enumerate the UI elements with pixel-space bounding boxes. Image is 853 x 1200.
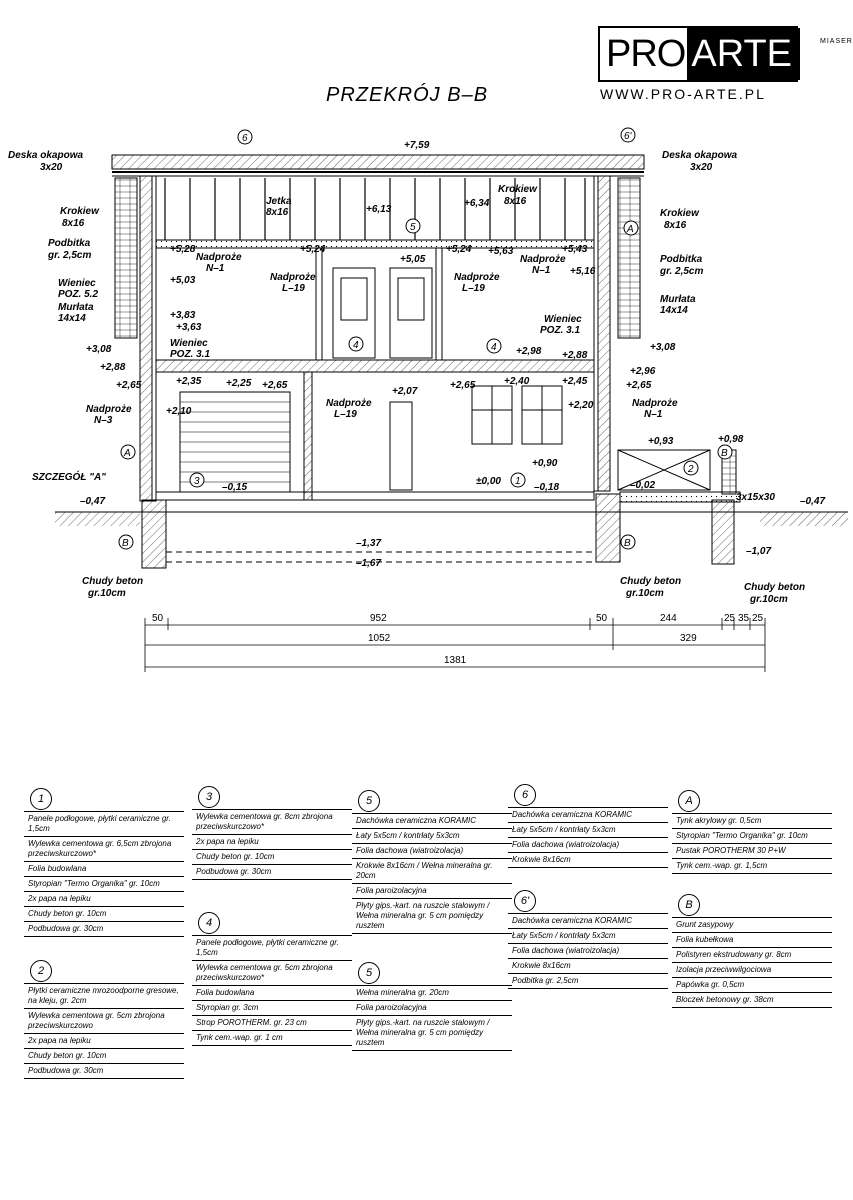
left-eave-column	[115, 178, 137, 338]
level-308a: +3,08	[86, 344, 112, 355]
ground-floor-slab	[156, 492, 594, 500]
label-nadproze-n1-right2-code: N–1	[644, 409, 663, 420]
spec-badge-a: A	[678, 790, 700, 812]
marker-4b-circle	[487, 339, 501, 353]
spec-row: 2x papa na lepiku	[24, 1034, 184, 1049]
label-jetka: Jetka	[266, 196, 292, 207]
spec-row: Styropian "Termo Organika" gr. 10cm	[672, 829, 832, 844]
spec-table-b	[672, 894, 832, 1008]
level-634: +6,34	[464, 198, 490, 209]
corner-tag: MIASER	[820, 38, 853, 45]
spec-row: Tynk cem.-wap. gr. 1 cm	[192, 1031, 352, 1046]
level-288b: +2,88	[562, 350, 588, 361]
dim-952: 952	[370, 613, 387, 624]
marker-b2-circle	[621, 535, 635, 549]
left-foundation	[142, 500, 166, 568]
level-047a: –0,47	[80, 496, 106, 507]
spec-badge-4: 4	[198, 912, 220, 934]
spec-row: Podbudowa gr. 30cm	[24, 1064, 184, 1079]
level-528: +5,28	[170, 244, 196, 255]
spec-badge-1: 1	[30, 788, 52, 810]
dim-244: 244	[660, 613, 677, 624]
label-nadproze-n1-right2: Nadproże	[632, 398, 678, 409]
label-krokiew-right-size: 8x16	[664, 220, 687, 231]
upper-floor-slab	[156, 360, 594, 372]
spec-table-5	[352, 790, 512, 934]
label-nadproze-n1-left: Nadproże	[196, 252, 242, 263]
marker-6a: 6	[242, 133, 248, 144]
right-outer-wall	[598, 176, 610, 491]
spec-row: Płytki ceramiczne mrozoodporne gresowe, na kleju, gr. 2cm	[24, 984, 184, 1009]
spec-row: 2x papa na lepiku	[192, 835, 352, 850]
spec-row: Chudy beton gr. 10cm	[192, 850, 352, 865]
marker-a2-circle	[121, 445, 135, 459]
spec-row: Panele podłogowe, płytki ceramiczne gr. 1,5cm	[192, 936, 352, 961]
label-nadproze-n3: Nadproże	[86, 404, 132, 415]
marker-6b: 6'	[624, 131, 632, 142]
level-220: +2,20	[568, 400, 594, 411]
spec-badge-b: B	[678, 894, 700, 916]
marker-a2: A	[124, 448, 131, 459]
marker-a1-circle	[624, 221, 638, 235]
label-nadproze-n1-right-code: N–1	[532, 265, 551, 276]
level-308b: +3,08	[650, 342, 676, 353]
label-murlata-right-size: 14x14	[660, 305, 688, 316]
label-chudy-left-size: gr.10cm	[88, 588, 126, 599]
label-chudy-right: Chudy beton	[744, 582, 806, 593]
right-foundation	[712, 500, 734, 564]
level-516: +5,16	[570, 266, 596, 277]
level-240: +2,40	[504, 376, 530, 387]
label-jetka-size: 8x16	[266, 207, 289, 218]
mid-foundation	[596, 494, 620, 562]
spec-badge-6b: 6'	[514, 890, 536, 912]
marker-b2: B	[624, 538, 631, 549]
level-090: +0,90	[532, 458, 558, 469]
level-265d: +2,65	[626, 380, 652, 391]
spec-row: Tynk akrylowy gr. 0,5cm	[672, 814, 832, 829]
spec-table-a	[672, 790, 832, 874]
spec-badge-2: 2	[30, 960, 52, 982]
level-524a: +5,24	[300, 244, 326, 255]
spec-row: Łaty 5x5cm / kontrłaty 5x3cm	[508, 929, 668, 944]
spec-row: Krokwie 8x16cm	[508, 959, 668, 974]
ground-door	[390, 402, 412, 490]
marker-4a: 4	[353, 340, 359, 351]
spec-row: Krokwie 8x16cm	[508, 853, 668, 868]
spec-row: Folia dachowa (wiatroizolacja)	[508, 944, 668, 959]
level-137: –1,37	[356, 538, 382, 549]
dim-25a: 25	[724, 613, 736, 624]
spec-table-5b	[352, 962, 512, 1051]
label-deska-right-size: 3x20	[690, 162, 713, 173]
dim-1381: 1381	[444, 655, 467, 666]
spec-row: Folia budowlana	[24, 862, 184, 877]
spec-row: Wylewka cementowa gr. 8cm zbrojona przeciwskurczowo*	[192, 810, 352, 835]
level-265b: +2,65	[262, 380, 288, 391]
spec-row: Polistyren ekstrudowany gr. 8cm	[672, 948, 832, 963]
label-wieniec-right: Wieniec	[544, 314, 582, 325]
label-wieniec-left-poz: POZ. 5.2	[58, 289, 99, 300]
level-524b: +5,24	[446, 244, 472, 255]
spec-badge-5b: 5	[358, 962, 380, 984]
spec-row: Papówka gr. 0,5cm	[672, 978, 832, 993]
marker-4b: 4	[491, 342, 497, 353]
level-543: +5,43	[562, 244, 588, 255]
label-chudy-mid-size: gr.10cm	[626, 588, 664, 599]
label-deska-right: Deska okapowa	[662, 150, 738, 161]
spec-row: Strop POROTHERM. gr. 23 cm	[192, 1016, 352, 1031]
spec-row: Podbudowa gr. 30cm	[24, 922, 184, 937]
left-outer-wall	[140, 176, 152, 501]
spec-row: Dachówka ceramiczna KORAMIC	[508, 808, 668, 823]
spec-table-6	[508, 784, 668, 868]
level-167: –1,67	[356, 558, 382, 569]
spec-table-6b	[508, 890, 668, 989]
dim-35: 35	[738, 613, 750, 624]
label-chudy-mid: Chudy beton	[620, 576, 682, 587]
label-podbitka-right-size: gr. 2,5cm	[660, 266, 704, 277]
label-nadproze-l19-b-code: L–19	[462, 283, 485, 294]
level-245: +2,45	[562, 376, 588, 387]
marker-b1: B	[122, 538, 129, 549]
label-nadproze-l19-a-code: L–19	[282, 283, 305, 294]
spec-row: Folia kubełkowa	[672, 933, 832, 948]
label-murlata-left-size: 14x14	[58, 313, 86, 324]
spec-row: Styropian gr. 3cm	[192, 1001, 352, 1016]
label-nadproze-n3-code: N–3	[94, 415, 113, 426]
upper-door-right	[390, 268, 432, 358]
label-nadproze-l19-c-code: L–19	[334, 409, 357, 420]
spec-row: Łaty 5x5cm / kontrłaty 5x3cm	[508, 823, 668, 838]
spec-row: 2x papa na lepiku	[24, 892, 184, 907]
marker-6b-circle	[621, 128, 635, 142]
spec-row: Panele podłogowe, płytki ceramiczne gr. 1,5cm	[24, 812, 184, 837]
section-title: PRZEKRÓJ B–B	[326, 84, 489, 106]
dim-329: 329	[680, 633, 697, 644]
spec-badge-6: 6	[514, 784, 536, 806]
spec-row: Wylewka cementowa gr. 5cm zbrojona przeciwskurczowo	[24, 1009, 184, 1034]
label-nadproze-n1-right: Nadproże	[520, 254, 566, 265]
spec-row: Styropian "Termo Organika" gr. 10cm	[24, 877, 184, 892]
marker-1: 1	[515, 476, 521, 487]
spec-row: Folia dachowa (wiatroizolacja)	[508, 838, 668, 853]
level-288a: +2,88	[100, 362, 126, 373]
dim-1052: 1052	[368, 633, 391, 644]
label-krokiew-left-size: 8x16	[62, 218, 85, 229]
label-deska-left: Deska okapowa	[8, 150, 84, 161]
attic-ceiling-layer	[156, 240, 594, 248]
roof-tiles-band	[112, 155, 644, 169]
marker-5-circle	[406, 219, 420, 233]
marker-b3: B	[721, 448, 728, 459]
label-nadproze-l19-a: Nadproże	[270, 272, 316, 283]
spec-row: Krokwie 8x16cm / Wełna mineralna gr. 20cm	[352, 859, 512, 884]
spec-row: Tynk cem.-wap. gr. 1,5cm	[672, 859, 832, 874]
spec-table-4	[192, 912, 352, 1046]
level-207: +2,07	[392, 386, 418, 397]
spec-badge-3: 3	[198, 786, 220, 808]
spec-row: Folia budowlana	[192, 986, 352, 1001]
label-podbitka-left: Podbitka	[48, 238, 91, 249]
spec-row: Wełna mineralna gr. 20cm	[352, 986, 512, 1001]
level-613: +6,13	[366, 204, 392, 215]
right-eave-column	[618, 178, 640, 338]
level-002: –0,02	[630, 480, 656, 491]
marker-4a-circle	[349, 337, 363, 351]
level-296: +2,96	[630, 366, 656, 377]
level-503: +5,03	[170, 275, 196, 286]
marker-b1-circle	[119, 535, 133, 549]
label-podbitka-right: Podbitka	[660, 254, 703, 265]
level-top: +7,59	[404, 140, 430, 151]
label-krokiew-mid: Krokiew	[498, 184, 537, 195]
marker-5: 5	[410, 222, 416, 233]
level-298: +2,98	[516, 346, 542, 357]
level-093: +0,93	[648, 436, 674, 447]
dim-25b: 25	[752, 613, 764, 624]
marker-3-circle	[190, 473, 204, 487]
level-018: –0,18	[534, 482, 560, 493]
label-szczegol: SZCZEGÓŁ "A"	[32, 472, 106, 483]
marker-2: 2	[688, 464, 694, 475]
label-wieniec-left2-poz: POZ. 3.1	[170, 349, 211, 360]
label-nadproze-l19-c: Nadproże	[326, 398, 372, 409]
level-098: +0,98	[718, 434, 744, 445]
spec-row: Wylewka cementowa gr. 5cm zbrojona przeciwskurczowo*	[192, 961, 352, 986]
marker-a1: A	[627, 224, 634, 235]
spec-row: Chudy beton gr. 10cm	[24, 907, 184, 922]
logo-arte-text: ARTE	[687, 28, 800, 80]
label-nadproze-n1-left-code: N–1	[206, 263, 225, 274]
terrace-slab	[620, 492, 740, 502]
label-nadproze-l19-b: Nadproże	[454, 272, 500, 283]
label-deska-left-size: 3x20	[40, 162, 63, 173]
dim-50b: 50	[596, 613, 608, 624]
level-265a: +2,65	[116, 380, 142, 391]
level-563: +5,63	[488, 246, 514, 257]
label-wieniec-right-poz: POZ. 3.1	[540, 325, 581, 336]
spec-row: Bloczek betonowy gr. 38cm	[672, 993, 832, 1008]
marker-1-circle	[511, 473, 525, 487]
spec-row: Grunt zasypowy	[672, 918, 832, 933]
spec-row: Folia paroizolacyjna	[352, 884, 512, 899]
label-wieniec-left: Wieniec	[58, 278, 96, 289]
label-chudy-right-size: gr.10cm	[750, 594, 788, 605]
level-265c: +2,65	[450, 380, 476, 391]
label-krokiew-right: Krokiew	[660, 208, 699, 219]
spec-row: Podbudowa gr. 30cm	[192, 865, 352, 880]
level-015: –0,15	[222, 482, 248, 493]
spec-row: Wylewka cementowa gr. 6,5cm zbrojona przeciwskurczowo*	[24, 837, 184, 862]
spec-row: Płyty gips.-kart. na ruszcie stalowym / Wełna mineralna gr. 5 cm pomiędzy rusztem	[352, 1016, 512, 1051]
level-505: +5,05	[400, 254, 426, 265]
spec-row: Dachówka ceramiczna KORAMIC	[352, 814, 512, 829]
level-225: +2,25	[226, 378, 252, 389]
level-047b: –0,47	[800, 496, 826, 507]
level-363: +3,63	[176, 322, 202, 333]
website-url: WWW.PRO-ARTE.PL	[600, 86, 766, 102]
label-krokiew-mid-size: 8x16	[504, 196, 527, 207]
spec-row: Łaty 5x5cm / kontrłaty 5x3cm	[352, 829, 512, 844]
interior-wall	[304, 372, 312, 500]
spec-badge-5: 5	[358, 790, 380, 812]
label-krokiew-left: Krokiew	[60, 206, 99, 217]
label-murlata-left: Murłata	[58, 302, 94, 313]
spec-row: Folia paroizolacyjna	[352, 1001, 512, 1016]
level-235: +2,35	[176, 376, 202, 387]
spec-row: Chudy beton gr. 10cm	[24, 1049, 184, 1064]
label-stairs: 3x15x30	[736, 492, 775, 503]
level-000: ±0,00	[476, 476, 501, 487]
spec-row: Dachówka ceramiczna KORAMIC	[508, 914, 668, 929]
label-wieniec-left2: Wieniec	[170, 338, 208, 349]
spec-table-3	[192, 786, 352, 880]
dim-50a: 50	[152, 613, 164, 624]
spec-table-1	[24, 788, 184, 937]
label-podbitka-left-size: gr. 2,5cm	[48, 250, 92, 261]
label-chudy-left: Chudy beton	[82, 576, 144, 587]
spec-row: Płyty gips.-kart. na ruszcie stalowym / Wełna mineralna gr. 5 cm pomiędzy rusztem	[352, 899, 512, 934]
level-210: +2,10	[166, 406, 192, 417]
spec-row: Folia dachowa (wiatroizolacja)	[352, 844, 512, 859]
logo-pro-text: PRO	[606, 33, 686, 75]
marker-b3-circle	[718, 445, 732, 459]
spec-row: Pustak POROTHERM 30 P+W	[672, 844, 832, 859]
spec-row: Izolacja przeciwwilgociowa	[672, 963, 832, 978]
level-383: +3,83	[170, 310, 196, 321]
marker-3: 3	[194, 476, 200, 487]
marker-6a-circle	[238, 130, 252, 144]
label-murlata-right: Murłata	[660, 294, 696, 305]
level-107: –1,07	[746, 546, 772, 557]
spec-row: Podbitka gr. 2,5cm	[508, 974, 668, 989]
marker-2-circle	[684, 461, 698, 475]
spec-table-2	[24, 960, 184, 1079]
